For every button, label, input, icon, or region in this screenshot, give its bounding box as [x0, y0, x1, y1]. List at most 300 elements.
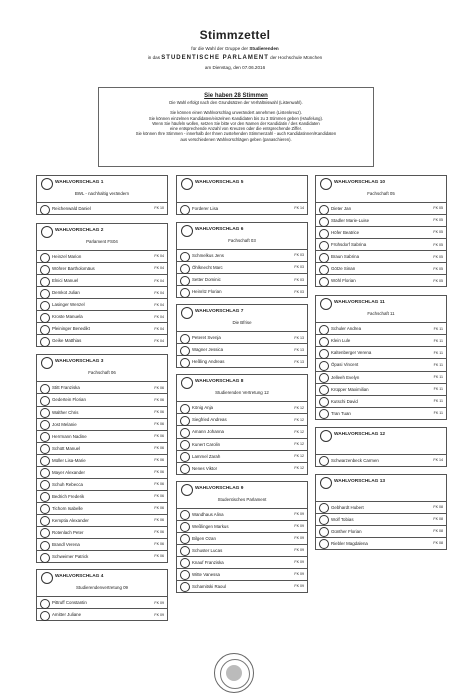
list-vote-checkbox[interactable]	[181, 178, 193, 190]
candidate-vote-checkbox[interactable]	[40, 468, 50, 478]
list-title: WAHLVORSCHLAG 11	[334, 300, 385, 306]
candidate-vote-checkbox[interactable]	[319, 397, 329, 407]
candidate-name: Schmelkus Jens	[192, 253, 224, 259]
list-header	[176, 374, 308, 402]
candidate-vote-checkbox[interactable]	[319, 325, 329, 335]
candidate-name: Forderer Lisa	[192, 206, 219, 211]
candidate-name: Lammel Zarah	[192, 453, 221, 459]
candidate-row	[36, 299, 168, 311]
candidate-name: Demkot Julian	[52, 290, 80, 296]
candidate-faculty: FK 05	[433, 230, 443, 235]
candidate-vote-checkbox[interactable]	[180, 428, 190, 438]
candidate-vote-checkbox[interactable]	[40, 480, 50, 490]
candidate-vote-checkbox[interactable]	[180, 464, 190, 474]
list-header	[315, 175, 447, 203]
candidate-name: Wöhl Florian	[331, 278, 356, 284]
subtitle-line-2-pre: in das	[147, 55, 162, 60]
candidate-faculty: FK 03	[294, 265, 304, 270]
candidate-vote-checkbox[interactable]	[319, 205, 329, 215]
list-subtitle: Fachschaft 06	[88, 370, 116, 376]
candidate-name: Schwarzenbeck Carmen	[331, 457, 379, 463]
list-block	[36, 354, 168, 563]
candidate-row	[36, 335, 168, 347]
candidate-faculty: FK 05	[433, 266, 443, 271]
subtitle-line-1-bold: Studierenden	[249, 46, 279, 51]
list-header	[176, 175, 308, 203]
candidate-vote-checkbox[interactable]	[319, 349, 329, 359]
candidate-row	[176, 451, 308, 463]
candidate-row	[36, 287, 168, 299]
candidate-faculty: FK 06	[154, 506, 164, 511]
candidate-faculty: FK 06	[154, 470, 164, 475]
list-block	[36, 223, 168, 347]
candidate-vote-checkbox[interactable]	[319, 515, 329, 525]
candidate-row	[176, 332, 308, 344]
candidate-faculty: FK 08	[433, 505, 443, 510]
candidate-row	[315, 526, 447, 538]
candidate-row	[176, 545, 308, 557]
candidate-row	[176, 356, 308, 368]
list-block	[315, 474, 447, 550]
candidate-row	[176, 274, 308, 286]
candidate-vote-checkbox[interactable]	[319, 253, 329, 263]
list-vote-checkbox[interactable]	[320, 430, 332, 442]
list-vote-checkbox[interactable]	[181, 484, 193, 496]
list-subtitle: BWL - nachhaltig verändern	[74, 191, 130, 196]
subtitle-line-1	[0, 46, 470, 52]
candidate-vote-checkbox[interactable]	[40, 432, 50, 442]
candidate-vote-checkbox[interactable]	[40, 337, 50, 347]
list-subtitle: Studierenden Vertretung 12	[215, 390, 269, 396]
candidate-faculty: FK 06	[154, 494, 164, 499]
candidate-row	[176, 463, 308, 475]
candidate-name: Frühsdorf Sabrina	[331, 242, 367, 248]
candidate-row	[315, 502, 447, 514]
candidate-faculty: FK 06	[154, 518, 164, 523]
candidate-faculty: FK 10	[154, 206, 164, 211]
candidate-vote-checkbox[interactable]	[180, 522, 190, 532]
list-vote-checkbox[interactable]	[181, 225, 193, 237]
candidate-row	[176, 344, 308, 356]
candidate-faculty: FK 06	[154, 421, 164, 426]
candidate-row	[176, 569, 308, 581]
instruction-line: Sie können einzelnen Kandidaten/einzelnen Kandidaten bis zu 3 Stimmen geben (Häufelung).	[148, 115, 324, 121]
candidate-name: Müller Lisa-Marie	[52, 457, 86, 463]
list-vote-checkbox[interactable]	[181, 377, 193, 389]
candidate-faculty: FK 05	[433, 242, 443, 247]
list-subtitle: Studierendenvertretung 09	[76, 585, 128, 591]
candidate-row	[315, 323, 447, 335]
candidate-faculty: FK 09	[154, 612, 164, 617]
candidate-row	[36, 263, 168, 275]
candidate-row	[36, 527, 168, 539]
candidate-vote-checkbox[interactable]	[180, 570, 190, 580]
candidate-vote-checkbox[interactable]	[40, 516, 50, 526]
candidate-name: Tran Tuan	[331, 410, 351, 416]
candidate-row	[176, 286, 308, 298]
candidate-row	[315, 384, 447, 396]
list-title: WAHLVORSCHLAG 7	[195, 309, 244, 315]
list-vote-checkbox[interactable]	[181, 307, 193, 319]
list-block	[176, 304, 308, 368]
candidate-faculty: FK 12	[294, 429, 304, 434]
candidate-row	[36, 503, 168, 515]
list-header	[36, 223, 168, 251]
candidate-vote-checkbox[interactable]	[180, 264, 190, 274]
list-vote-checkbox[interactable]	[41, 572, 53, 584]
list-title: WAHLVORSCHLAG 5	[195, 180, 244, 185]
candidate-vote-checkbox[interactable]	[180, 558, 190, 568]
candidate-row	[315, 514, 447, 526]
candidate-name: Kunert Carolin	[192, 441, 221, 447]
candidate-name: Riebler Magdalena	[331, 540, 368, 546]
candidate-faculty: FK 05	[433, 206, 443, 211]
candidate-faculty: FK 09	[294, 548, 304, 553]
vote-count-pre: Sie haben	[204, 93, 235, 99]
candidate-faculty: FK 13	[294, 335, 304, 340]
list-vote-checkbox[interactable]	[320, 477, 332, 489]
candidate-row	[315, 263, 447, 275]
candidate-faculty: FK 05	[433, 278, 443, 283]
candidate-name: Setter Dominic	[192, 277, 221, 283]
candidate-name: Kaltenberger Verena	[331, 350, 372, 356]
candidate-name: Rotenlach Peter	[52, 529, 84, 535]
list-header	[36, 354, 168, 382]
candidate-row	[36, 515, 168, 527]
candidate-vote-checkbox[interactable]	[40, 325, 50, 335]
candidate-name: Stitt Franziska	[52, 385, 80, 391]
candidate-faculty: FK 11	[433, 386, 443, 391]
candidate-faculty: FK 11	[433, 350, 443, 355]
candidate-name: Kutschi David	[331, 398, 358, 404]
candidate-vote-checkbox[interactable]	[319, 456, 329, 466]
candidate-faculty: FK 12	[294, 466, 304, 470]
candidate-row	[36, 203, 168, 215]
candidate-name: Wagner Jessica	[192, 347, 224, 353]
candidate-vote-checkbox[interactable]	[40, 289, 50, 299]
candidate-vote-checkbox[interactable]	[180, 582, 190, 592]
candidate-faculty: FK 12	[294, 405, 304, 410]
candidate-name: Amitter Juliane	[52, 612, 82, 618]
candidate-name: Siegfried Andreas	[192, 417, 227, 423]
candidate-faculty: FK 09	[154, 600, 164, 605]
candidate-name: Kemptia Alexander	[52, 517, 89, 523]
instruction-line: Wenn Sie häufeln wollen, setzen Sie bitte vor den Namen der Kandidatin / des Kandidaten	[152, 120, 320, 126]
candidate-vote-checkbox[interactable]	[180, 358, 190, 368]
candidate-vote-checkbox[interactable]	[319, 217, 329, 227]
candidate-row	[176, 203, 308, 215]
candidate-faculty: FK 03	[294, 277, 304, 282]
candidate-row	[315, 239, 447, 251]
candidate-name: Gedertein Florian	[52, 397, 86, 403]
candidate-row	[315, 359, 447, 371]
candidate-vote-checkbox[interactable]	[40, 553, 50, 563]
candidate-name: Geike Matthias	[52, 338, 82, 344]
candidate-faculty: FK 14	[294, 206, 304, 211]
candidate-name: Klein Lule	[331, 338, 351, 344]
candidate-vote-checkbox[interactable]	[319, 265, 329, 275]
candidate-vote-checkbox[interactable]	[40, 277, 50, 287]
subtitle-line-2-post: der Hochschule München	[268, 55, 323, 60]
candidate-name: Weßlingen Markus	[192, 523, 229, 529]
list-vote-checkbox[interactable]	[41, 178, 53, 190]
candidate-row	[36, 551, 168, 563]
list-title: WAHLVORSCHLAG 2	[55, 228, 104, 234]
list-title: WAHLVORSCHLAG 1	[55, 180, 104, 185]
candidate-row	[176, 533, 308, 545]
candidate-row	[36, 539, 168, 551]
candidate-row	[315, 203, 447, 215]
candidate-faculty: FK 04	[154, 278, 164, 283]
candidate-name: Öhlknecht Marc	[192, 265, 223, 271]
candidate-faculty: FK 08	[433, 541, 443, 546]
instruction-line: aus verschiedenen Wahlvorschlägen geben (panaschieren).	[180, 136, 292, 142]
candidate-faculty: FK 11	[433, 338, 443, 343]
candidate-faculty: FK 08	[433, 517, 443, 522]
candidate-faculty: FK 09	[294, 536, 304, 541]
candidate-name: Krüpper Maximilian	[331, 386, 369, 392]
candidate-vote-checkbox[interactable]	[180, 334, 190, 344]
candidate-vote-checkbox[interactable]	[180, 346, 190, 356]
list-header	[36, 175, 168, 203]
candidate-vote-checkbox[interactable]	[319, 539, 329, 549]
list-block	[315, 295, 447, 419]
candidate-row	[36, 491, 168, 503]
candidate-name: Schweimer Patrick	[52, 554, 89, 560]
candidate-vote-checkbox[interactable]	[40, 456, 50, 466]
list-subtitle: Studentisches Parlament	[217, 496, 267, 502]
ballot-column-left	[36, 175, 168, 621]
list-title: WAHLVORSCHLAG 13	[334, 478, 386, 484]
candidate-vote-checkbox[interactable]	[40, 504, 50, 514]
candidate-faculty: FK 04	[154, 314, 164, 319]
candidate-faculty: FK 04	[154, 254, 164, 259]
candidate-faculty: FK 11	[433, 374, 443, 379]
candidate-faculty: FK 03	[294, 289, 304, 294]
list-block	[315, 175, 447, 287]
candidate-row	[36, 407, 168, 419]
candidate-row	[36, 431, 168, 443]
candidate-vote-checkbox[interactable]	[40, 528, 50, 538]
candidate-vote-checkbox[interactable]	[180, 546, 190, 556]
candidate-name: Wöhrer Bartholomäus	[52, 266, 95, 272]
candidate-vote-checkbox[interactable]	[319, 361, 329, 371]
candidate-name: Elnici Manuel	[52, 278, 79, 284]
candidate-faculty: FK 06	[154, 397, 164, 402]
list-vote-checkbox[interactable]	[320, 178, 332, 190]
candidate-vote-checkbox[interactable]	[180, 205, 190, 215]
candidate-faculty: FK 12	[294, 453, 304, 458]
candidate-vote-checkbox[interactable]	[180, 534, 190, 544]
candidate-vote-checkbox[interactable]	[319, 373, 329, 383]
candidate-row	[315, 227, 447, 239]
candidate-vote-checkbox[interactable]	[40, 301, 50, 311]
candidate-vote-checkbox[interactable]	[319, 385, 329, 395]
candidate-vote-checkbox[interactable]	[319, 337, 329, 347]
candidate-vote-checkbox[interactable]	[40, 420, 50, 430]
candidate-name: Heinzel Marion	[52, 254, 82, 260]
candidate-row	[315, 251, 447, 263]
candidate-faculty: FK 06	[154, 554, 164, 559]
candidate-row	[36, 323, 168, 335]
candidate-row	[36, 467, 168, 479]
candidate-row	[36, 419, 168, 431]
candidate-name: Gebhardt Hubert	[331, 504, 364, 510]
candidate-faculty: FK 04	[154, 290, 164, 295]
candidate-faculty: FK 06	[154, 446, 164, 451]
subtitle-line-2-bold: STUDENTISCHE PARLAMENT	[161, 55, 269, 61]
candidate-row	[315, 455, 447, 467]
candidate-faculty: FK 04	[154, 338, 164, 343]
list-block	[176, 481, 308, 593]
candidate-vote-checkbox[interactable]	[180, 416, 190, 426]
candidate-name: Brandl Verena	[52, 542, 80, 548]
candidate-vote-checkbox[interactable]	[319, 409, 329, 419]
candidate-name: Günther Florian	[331, 528, 362, 534]
candidate-vote-checkbox[interactable]	[40, 408, 50, 418]
list-block	[176, 374, 308, 474]
candidate-faculty: FK 04	[154, 266, 164, 271]
candidate-row	[36, 455, 168, 467]
candidate-vote-checkbox[interactable]	[180, 440, 190, 450]
candidate-row	[176, 414, 308, 426]
list-header	[315, 427, 447, 455]
candidate-vote-checkbox[interactable]	[319, 527, 329, 537]
candidate-faculty: FK 12	[294, 417, 304, 422]
candidate-faculty: FK 13	[294, 359, 304, 364]
list-header	[36, 569, 168, 597]
list-block	[176, 175, 308, 215]
candidate-faculty: FK 06	[154, 458, 164, 463]
candidate-faculty: FK 13	[294, 347, 304, 352]
candidate-name: Nenes Viktor	[192, 465, 218, 471]
candidate-faculty: FK 04	[154, 302, 164, 307]
candidate-vote-checkbox[interactable]	[180, 288, 190, 298]
vote-count-heading	[99, 92, 373, 100]
candidate-vote-checkbox[interactable]	[40, 253, 50, 263]
candidate-vote-checkbox[interactable]	[40, 313, 50, 323]
candidate-name: Schütt Manuel	[52, 445, 81, 451]
candidate-name: Bilgen Ozan	[192, 535, 216, 541]
candidate-faculty: FK 06	[154, 385, 164, 390]
candidate-vote-checkbox[interactable]	[319, 241, 329, 251]
candidate-name: Schuster Lucas	[192, 547, 223, 553]
candidate-name: Stadler Marie-Luise	[331, 218, 370, 224]
candidate-row	[315, 538, 447, 550]
list-block	[315, 427, 447, 467]
candidate-faculty: FK 06	[154, 434, 164, 438]
candidate-faculty: FK 09	[294, 524, 304, 529]
candidate-faculty: FK 11	[433, 399, 443, 403]
list-header	[176, 481, 308, 509]
candidate-vote-checkbox[interactable]	[40, 396, 50, 406]
list-header	[176, 304, 308, 332]
candidate-faculty: FK 12	[294, 441, 304, 446]
candidate-row	[36, 597, 168, 609]
candidate-vote-checkbox[interactable]	[40, 541, 50, 551]
candidate-vote-checkbox[interactable]	[40, 492, 50, 502]
candidate-faculty: FK 04	[154, 326, 164, 331]
candidate-row	[176, 439, 308, 451]
candidate-row	[176, 402, 308, 414]
candidate-name: Heinritz Florian	[192, 289, 222, 295]
candidate-name: Tichorn Isabelle	[52, 505, 83, 511]
candidate-row	[36, 251, 168, 263]
candidate-faculty: FK 09	[294, 584, 304, 589]
list-vote-checkbox[interactable]	[320, 298, 332, 310]
candidate-vote-checkbox[interactable]	[40, 384, 50, 394]
list-vote-checkbox[interactable]	[41, 226, 53, 238]
candidate-faculty: FK 09	[294, 572, 304, 577]
candidate-vote-checkbox[interactable]	[180, 452, 190, 462]
candidate-row	[36, 479, 168, 491]
subtitle-line-1-text: für die Wahl der Gruppe der	[191, 46, 250, 51]
candidate-vote-checkbox[interactable]	[40, 611, 50, 621]
candidate-row	[315, 347, 447, 359]
candidate-row	[176, 509, 308, 521]
candidate-faculty: FK 14	[433, 458, 443, 463]
candidate-vote-checkbox[interactable]	[180, 252, 190, 262]
candidate-faculty: FK 06	[154, 542, 164, 547]
candidate-row	[315, 372, 447, 384]
list-title: WAHLVORSCHLAG 4	[55, 574, 104, 580]
ballot-title: Stimmzettel	[199, 28, 271, 42]
list-block	[176, 222, 308, 298]
candidate-faculty: FK 05	[433, 254, 443, 259]
candidate-row	[176, 426, 308, 438]
ballot-column-right	[315, 175, 447, 550]
candidate-name: Witte Vanessa	[192, 571, 220, 577]
list-vote-checkbox[interactable]	[41, 357, 53, 369]
candidate-faculty: FK 11	[433, 411, 443, 416]
candidate-name: Heßling Andreas	[192, 359, 225, 365]
candidate-row	[315, 275, 447, 287]
candidate-row	[315, 335, 447, 347]
candidate-row	[176, 581, 308, 593]
candidate-row	[36, 311, 168, 323]
candidate-vote-checkbox[interactable]	[319, 229, 329, 239]
voting-instructions-box	[98, 87, 374, 167]
candidate-vote-checkbox[interactable]	[180, 510, 190, 520]
candidate-faculty: FK 11	[433, 362, 443, 367]
candidate-vote-checkbox[interactable]	[40, 444, 50, 454]
candidate-vote-checkbox[interactable]	[40, 205, 50, 215]
candidate-name: Schamitski Raoul	[192, 583, 226, 589]
candidate-faculty: FK 05	[433, 218, 443, 223]
candidate-name: Kroste Manuela	[52, 314, 83, 320]
list-header	[315, 474, 447, 502]
candidate-vote-checkbox[interactable]	[319, 503, 329, 513]
vote-count-number: 28	[234, 93, 241, 99]
instruction-line: Sie können einen Wahlvorschlag unverändert annehmen (Listenkreuz).	[170, 110, 302, 116]
candidate-faculty: FK 08	[433, 529, 443, 534]
list-header	[176, 222, 308, 250]
candidate-vote-checkbox[interactable]	[180, 276, 190, 286]
candidate-name: Bedrich Frederik	[52, 493, 85, 499]
candidate-row	[36, 443, 168, 455]
candidate-faculty: FK 09	[294, 512, 304, 517]
candidate-vote-checkbox[interactable]	[40, 599, 50, 609]
subtitle-line-2	[0, 55, 470, 61]
candidate-row	[36, 275, 168, 287]
candidate-vote-checkbox[interactable]	[40, 265, 50, 275]
candidate-row	[315, 396, 447, 408]
list-block	[36, 569, 168, 621]
candidate-vote-checkbox[interactable]	[180, 404, 190, 414]
candidate-name: Schuh Rebecca	[52, 481, 83, 487]
candidate-vote-checkbox[interactable]	[319, 277, 329, 287]
candidate-name: Jelleeh Evelyn	[331, 374, 360, 380]
